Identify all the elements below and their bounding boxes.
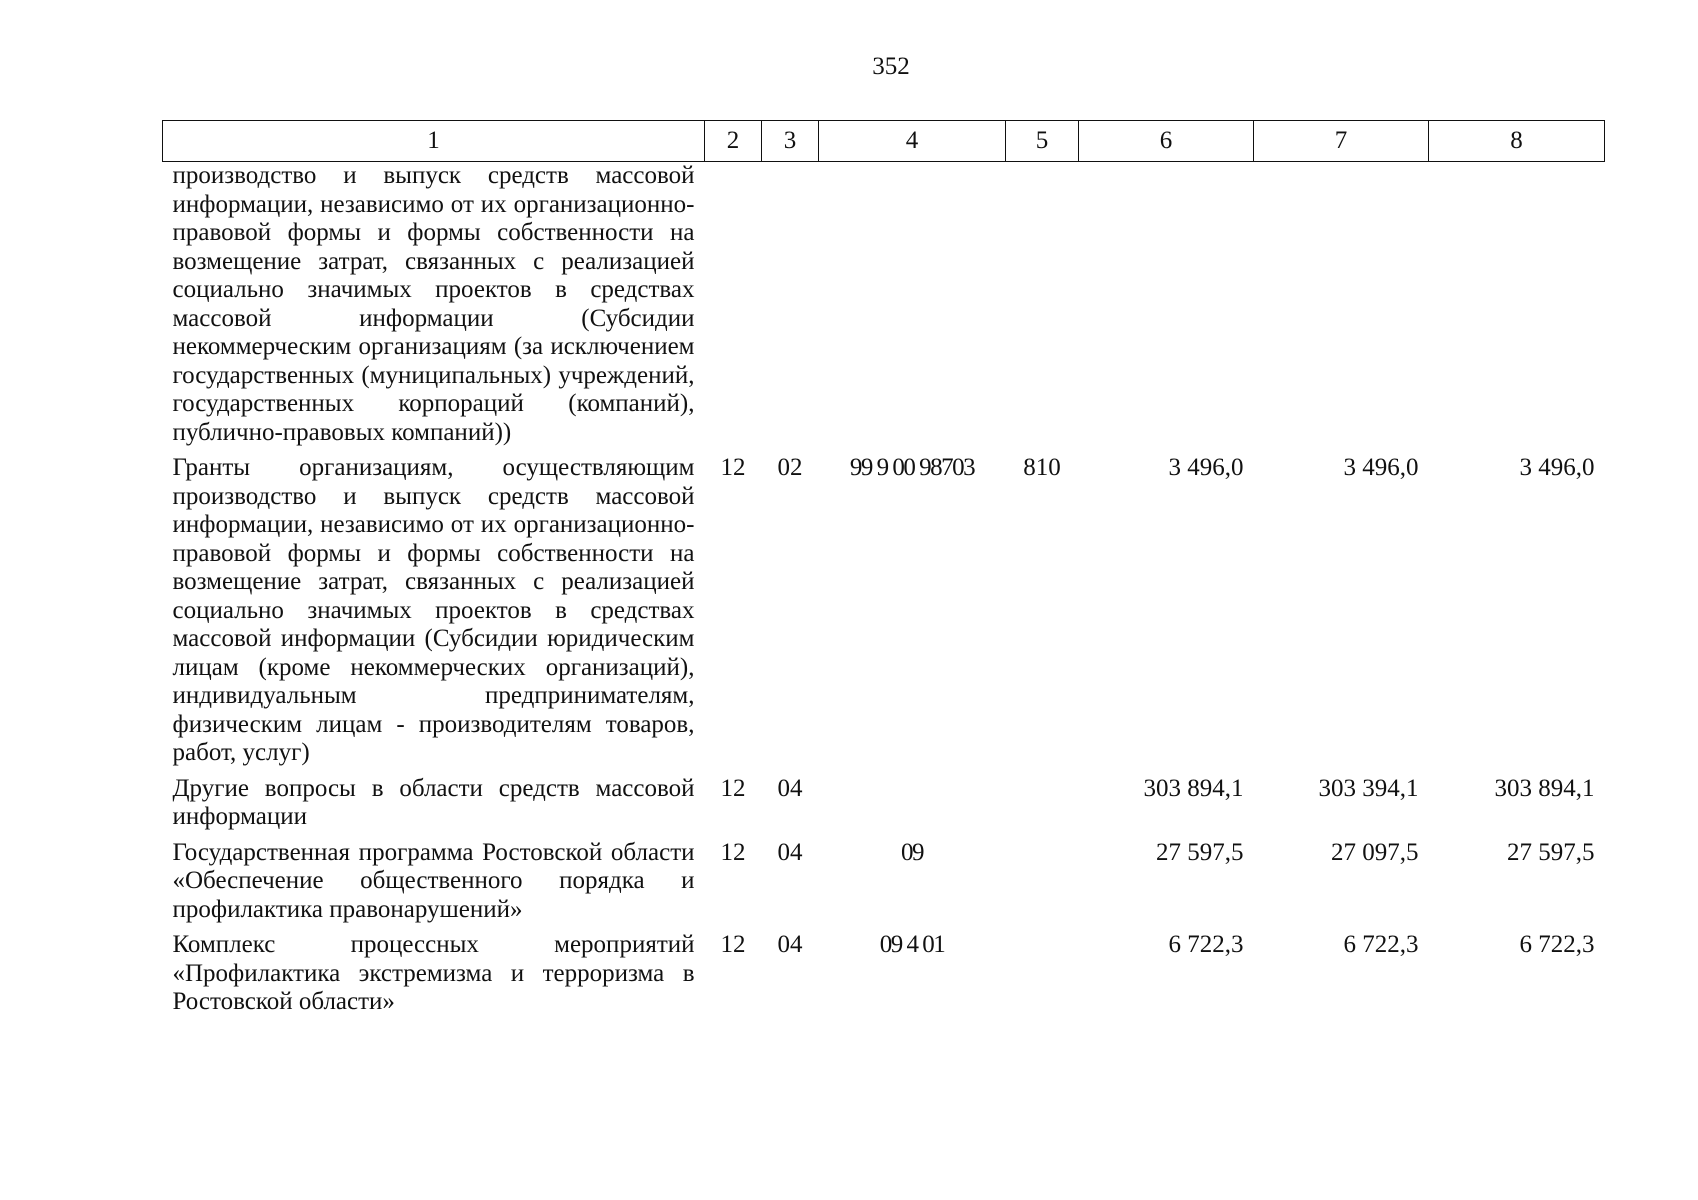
row-value-7: 303 394,1	[1318, 774, 1419, 802]
row-pr: 04	[777, 838, 803, 866]
header-cell: 6	[1079, 121, 1254, 162]
row-value-7	[1254, 162, 1429, 455]
row-value-8: 6 722,3	[1519, 931, 1595, 958]
row-rz: 12	[720, 838, 746, 866]
header-cell: 5	[1006, 121, 1079, 162]
row-name: Другие вопросы в области средств массовой информации	[172, 774, 695, 830]
row-rz: 12	[720, 774, 746, 802]
row-vr	[1006, 839, 1079, 932]
row-value-7: 27 097,5	[1331, 838, 1419, 866]
row-value-6: 303 894,1	[1143, 774, 1244, 802]
row-value-6: 27 597,5	[1156, 838, 1244, 866]
row-pr	[762, 162, 819, 455]
header-cell: 8	[1429, 121, 1605, 162]
row-vr	[1006, 775, 1079, 839]
row-pr: 02	[777, 454, 803, 481]
row-value-7: 6 722,3	[1343, 931, 1419, 958]
header-cell: 4	[819, 121, 1006, 162]
row-rz	[705, 162, 762, 455]
table-row	[163, 839, 1605, 932]
row-csr: 09	[901, 838, 923, 866]
table-row	[163, 162, 1605, 455]
row-value-6: 6 722,3	[1168, 931, 1244, 958]
row-name: Комплекс процессных мероприятий «Профилактика экстремизма и терроризма в Ростовской области»	[172, 931, 695, 1015]
row-pr: 04	[777, 931, 803, 958]
row-vr	[1006, 931, 1079, 1017]
row-name: Гранты организациям, осуществляющим производство и выпуск средств массовой информации, независимо от их организационно-правовой формы и формы собственности на возмещение затрат, связанных с реализацией социально значимых проектов в средствах массовой информации (Субсидии юридическим лицам (кроме некоммерческих организаций), индивидуальным предпринимателям, физическим лицам - производителям товаров, работ, услуг)	[172, 454, 695, 766]
row-vr	[1006, 162, 1079, 455]
row-rz: 12	[720, 454, 746, 481]
header-cell: 3	[762, 121, 819, 162]
budget-table	[162, 120, 1605, 1017]
row-value-8: 303 894,1	[1494, 774, 1595, 802]
table-row	[163, 454, 1605, 775]
row-value-6: 3 496,0	[1168, 454, 1244, 481]
header-cell: 7	[1254, 121, 1429, 162]
table-row	[163, 775, 1605, 839]
row-name: производство и выпуск средств массовой информации, независимо от их организационно-правовой формы и формы собственности на возмещение затрат, связанных с реализацией социально значимых проектов в средствах массовой информации (Субсидии некоммерческим организациям (за исключением государственных (муниципальных) учреждений, государственных корпораций (компаний), публично-правовых компаний))	[172, 162, 695, 446]
table-body	[163, 162, 1605, 1017]
row-csr	[819, 775, 1006, 839]
header-cell: 1	[163, 121, 705, 162]
row-value-7: 3 496,0	[1343, 454, 1419, 481]
row-name: Государственная программа Ростовской области «Обеспечение общественного порядка и профилактика правонарушений»	[172, 838, 695, 923]
row-csr	[819, 162, 1006, 455]
row-rz: 12	[720, 931, 746, 958]
row-value-8: 27 597,5	[1507, 838, 1595, 866]
page-number: 352	[872, 53, 910, 80]
row-value-8: 3 496,0	[1519, 454, 1595, 481]
table-row	[163, 931, 1605, 1017]
row-csr: 99 9 00 98703	[849, 454, 975, 481]
header-row	[163, 121, 1605, 162]
header-cell: 2	[705, 121, 762, 162]
row-value-6	[1079, 162, 1254, 455]
row-vr: 810	[1023, 454, 1061, 481]
row-csr: 09 4 01	[879, 931, 945, 958]
row-pr: 04	[777, 774, 803, 802]
table-header	[163, 121, 1605, 162]
row-value-8	[1429, 162, 1605, 455]
